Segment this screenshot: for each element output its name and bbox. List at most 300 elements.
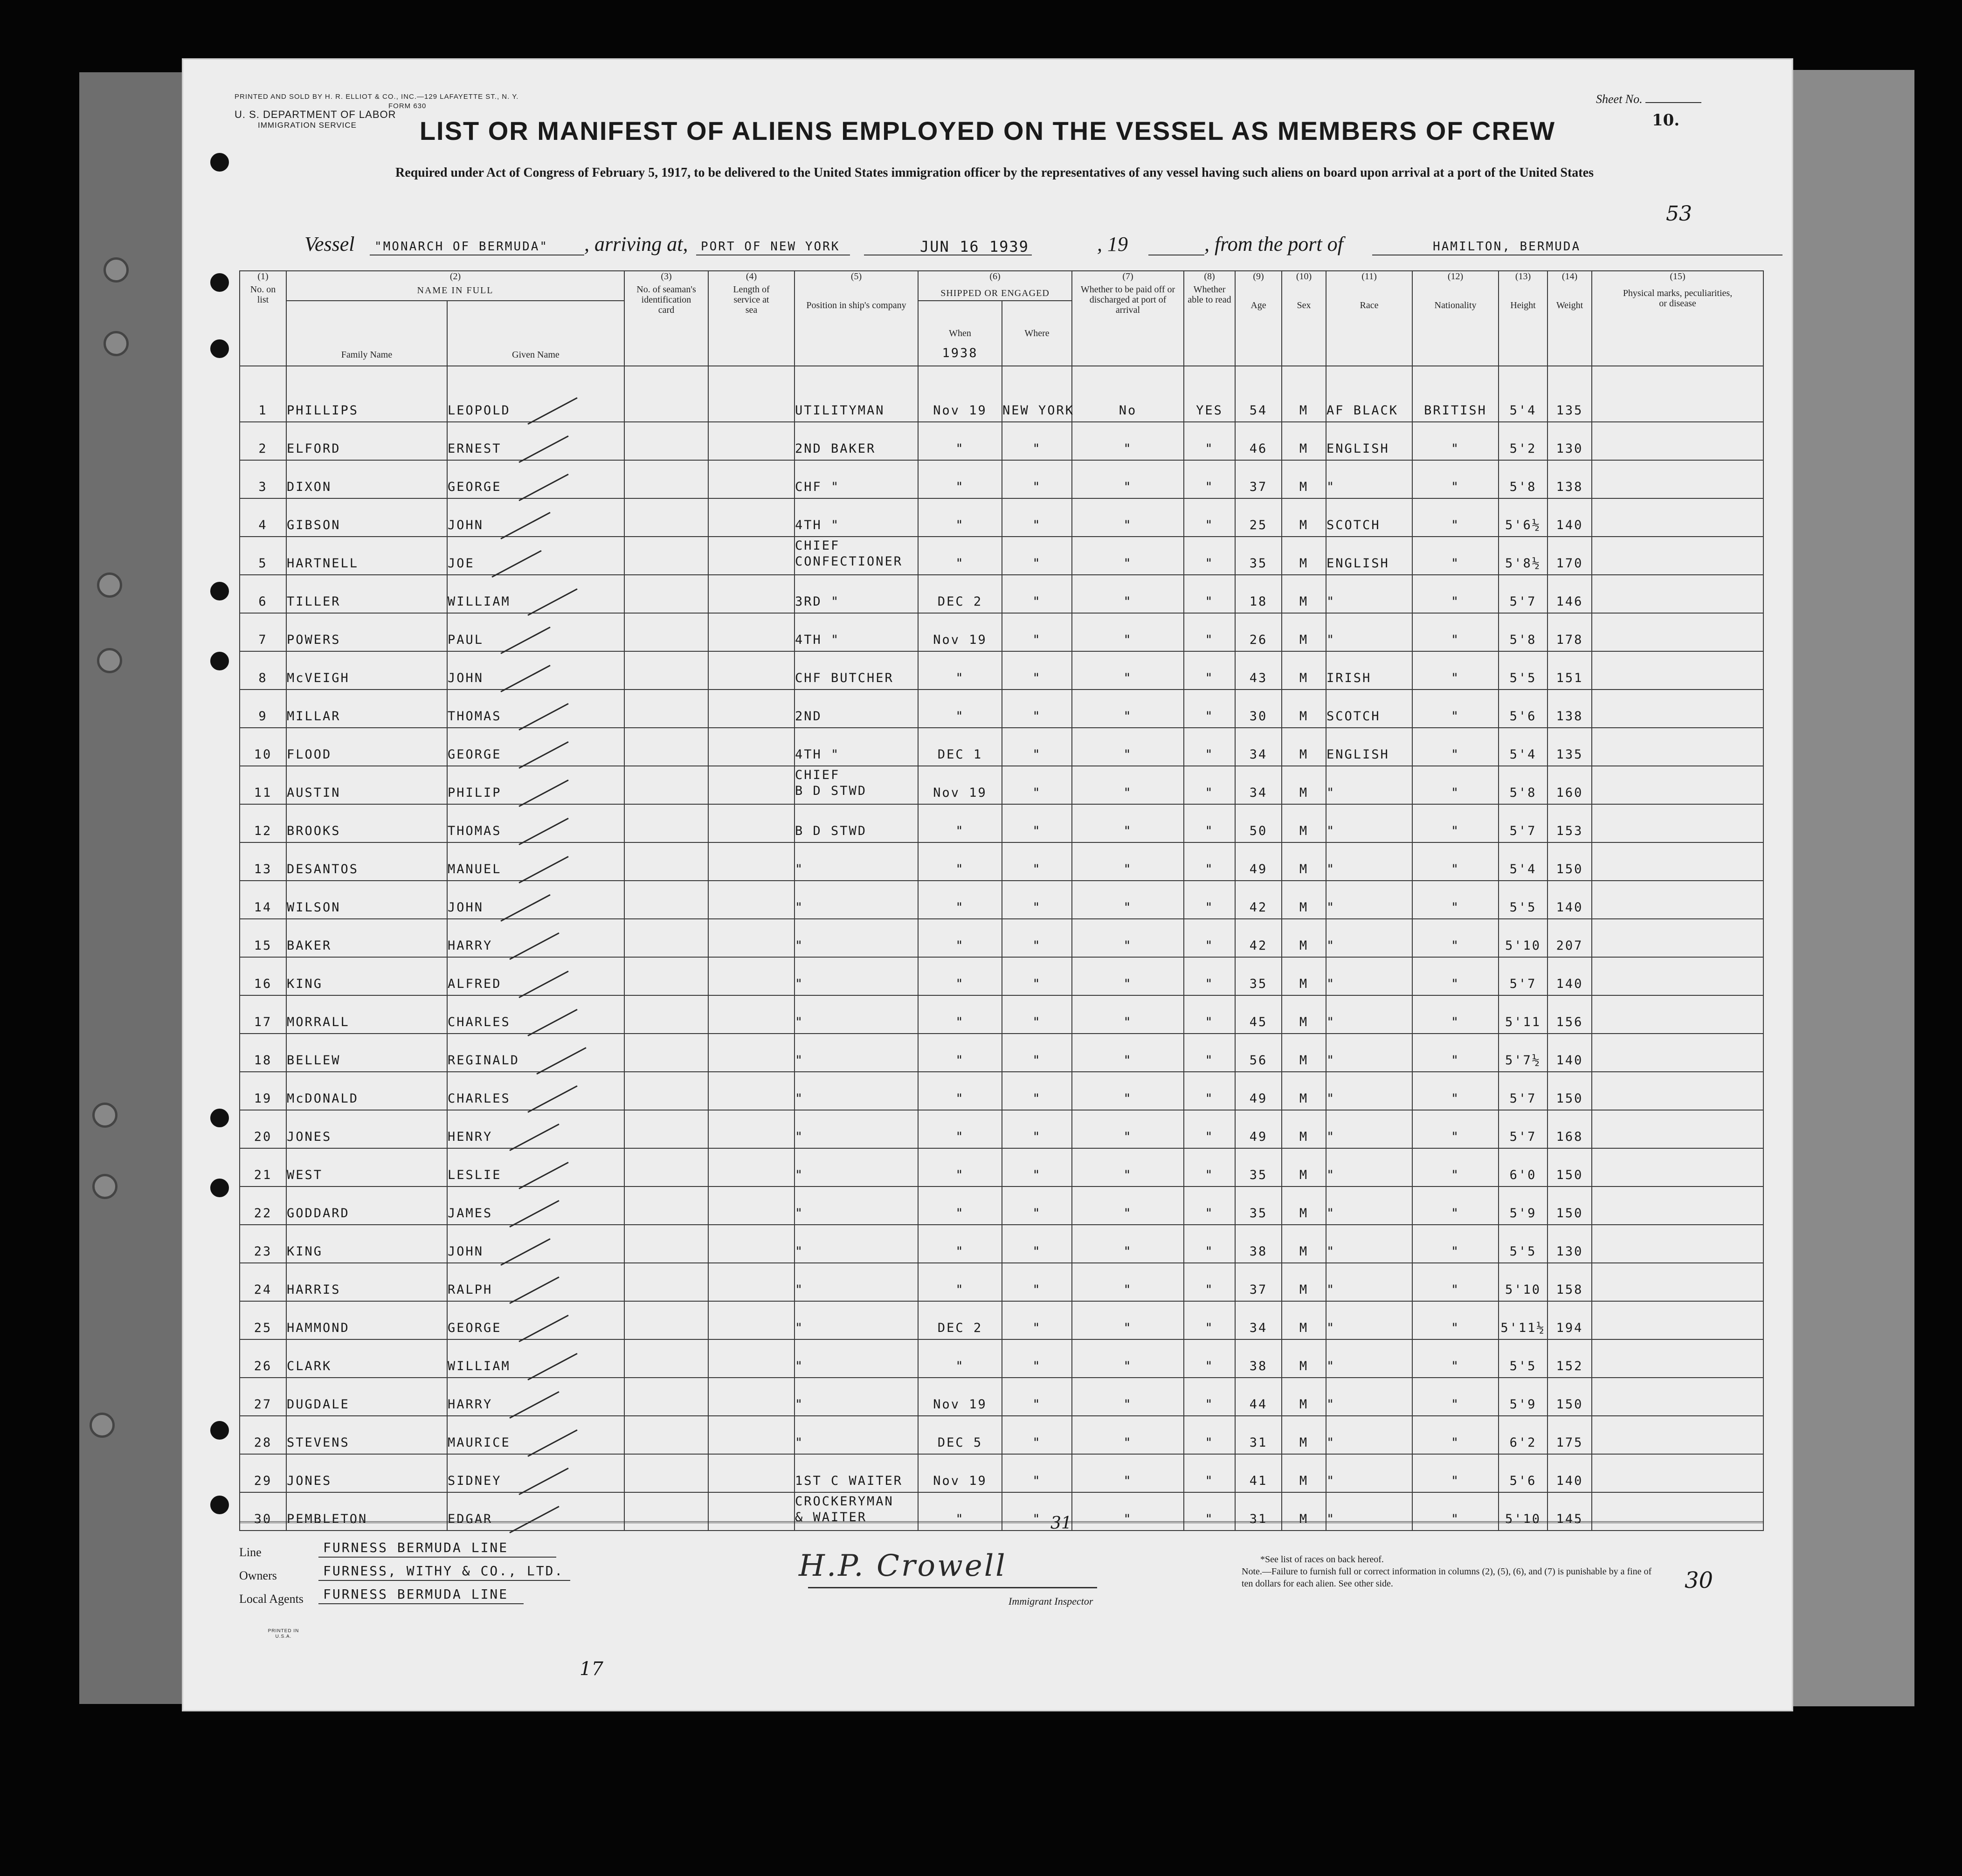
age: 49: [1235, 1072, 1282, 1110]
weight: 138: [1547, 460, 1592, 498]
binder-hole: [97, 648, 122, 673]
age: 45: [1235, 995, 1282, 1034]
page-subtitle: Required under Act of Congress of February 5, 1917, to be delivered to the United States immigration officer by the representatives of any vessel having such aliens on board upon arrival at a port of the United States: [395, 166, 1594, 180]
row-number: 15: [240, 919, 286, 957]
vessel-line: [304, 232, 1782, 255]
nationality: ": [1412, 422, 1499, 460]
nationality: ": [1412, 766, 1499, 804]
paid-off: ": [1072, 1225, 1184, 1263]
position: ": [794, 1378, 918, 1416]
shipped-where: ": [1002, 1225, 1072, 1263]
given-name: ERNEST: [447, 422, 624, 460]
id-card-cell: [624, 422, 708, 460]
shipped-where: ": [1002, 919, 1072, 957]
physical-marks: [1592, 1148, 1763, 1186]
weight: 150: [1547, 1148, 1592, 1186]
col-weight-header: (14) Weight: [1547, 271, 1592, 366]
service-cell: [708, 957, 794, 995]
family-name: BAKER: [286, 919, 447, 957]
shipped-where: ": [1002, 613, 1072, 651]
table-row: [240, 1339, 1763, 1378]
col-family-name-header: Family Name: [286, 301, 447, 366]
id-card-cell: [624, 1034, 708, 1072]
family-name: HARRIS: [286, 1263, 447, 1301]
shipped-when: ": [918, 1492, 1002, 1531]
physical-marks: [1592, 1301, 1763, 1339]
physical-marks: [1592, 1110, 1763, 1148]
position: 3RD ": [794, 575, 918, 613]
shipped-where: ": [1002, 422, 1072, 460]
age: 38: [1235, 1339, 1282, 1378]
given-name: JOHN: [447, 881, 624, 919]
shipped-when: Nov 19: [918, 1454, 1002, 1492]
age: 49: [1235, 842, 1282, 881]
paid-off: ": [1072, 728, 1184, 766]
race: ": [1326, 1148, 1412, 1186]
physical-marks: [1592, 1034, 1763, 1072]
col-where-header: Where: [1002, 301, 1072, 366]
given-name: WILLIAM: [447, 575, 624, 613]
family-name: HARTNELL: [286, 537, 447, 575]
physical-marks: [1592, 460, 1763, 498]
position: ": [794, 1339, 918, 1378]
table-row: [240, 842, 1763, 881]
shipped-year: 1938: [942, 346, 978, 360]
table-row: [240, 919, 1763, 957]
sheet-number: Sheet No. 10.: [1596, 92, 1701, 106]
height: 5'7: [1499, 1072, 1547, 1110]
position: ": [794, 1110, 918, 1148]
physical-marks: [1592, 881, 1763, 919]
shipped-where: ": [1002, 728, 1072, 766]
crew-manifest-table: [239, 270, 1764, 1531]
physical-marks: [1592, 995, 1763, 1034]
given-name: CHARLES: [447, 1072, 624, 1110]
position: B D STWD: [794, 804, 918, 842]
row-number: 21: [240, 1148, 286, 1186]
race: ENGLISH: [1326, 728, 1412, 766]
age: 44: [1235, 1378, 1282, 1416]
col-name-header: (2) NAME IN FULL: [286, 271, 624, 301]
able-to-read: ": [1184, 1492, 1235, 1531]
table-row: [240, 881, 1763, 919]
paid-off: ": [1072, 1454, 1184, 1492]
physical-marks: [1592, 1186, 1763, 1225]
id-card-cell: [624, 919, 708, 957]
table-row: [240, 728, 1763, 766]
shipped-when: ": [918, 1072, 1002, 1110]
age: 35: [1235, 1186, 1282, 1225]
check-mark-icon: [536, 1047, 586, 1075]
able-to-read: ": [1184, 728, 1235, 766]
weight: 140: [1547, 881, 1592, 919]
race: ": [1326, 1301, 1412, 1339]
family-name: McVEIGH: [286, 651, 447, 690]
family-name: McDONALD: [286, 1072, 447, 1110]
binder-hole: [210, 1179, 229, 1197]
family-name: MORRALL: [286, 995, 447, 1034]
shipped-where: ": [1002, 1148, 1072, 1186]
table-row: [240, 1416, 1763, 1454]
height: 5'10: [1499, 1492, 1547, 1531]
id-card-cell: [624, 498, 708, 537]
given-name: MANUEL: [447, 842, 624, 881]
service-cell: [708, 1301, 794, 1339]
row-number: 7: [240, 613, 286, 651]
able-to-read: ": [1184, 957, 1235, 995]
paid-off: ": [1072, 460, 1184, 498]
handwritten-number: 31: [1050, 1514, 1072, 1533]
given-name: HARRY: [447, 919, 624, 957]
check-mark-icon: [518, 474, 568, 501]
age: 18: [1235, 575, 1282, 613]
weight: 135: [1547, 366, 1592, 422]
weight: 168: [1547, 1110, 1592, 1148]
nationality: ": [1412, 995, 1499, 1034]
nationality: ": [1412, 651, 1499, 690]
race: ": [1326, 1416, 1412, 1454]
binder-hole: [210, 1496, 229, 1514]
weight: 138: [1547, 690, 1592, 728]
sex: M: [1282, 366, 1326, 422]
height: 5'10: [1499, 1263, 1547, 1301]
table-row: [240, 957, 1763, 995]
race: AF BLACK: [1326, 366, 1412, 422]
height: 5'8: [1499, 766, 1547, 804]
age: 30: [1235, 690, 1282, 728]
position: ": [794, 1416, 918, 1454]
table-row: [240, 1186, 1763, 1225]
age: 42: [1235, 881, 1282, 919]
age: 46: [1235, 422, 1282, 460]
shipped-when: ": [918, 957, 1002, 995]
physical-marks: [1592, 1072, 1763, 1110]
position: ": [794, 957, 918, 995]
weight: 153: [1547, 804, 1592, 842]
shipped-when: ": [918, 1225, 1002, 1263]
shipped-where: ": [1002, 575, 1072, 613]
given-name: THOMAS: [447, 690, 624, 728]
shipped-where: NEW YORK: [1002, 366, 1072, 422]
table-row: [240, 1110, 1763, 1148]
family-name: PEMBLETON: [286, 1492, 447, 1531]
table-header: [240, 271, 1763, 366]
position: ": [794, 1225, 918, 1263]
service-cell: [708, 575, 794, 613]
check-mark-icon: [527, 1085, 577, 1113]
paid-off: ": [1072, 1492, 1184, 1531]
position: 1ST C WAITER: [794, 1454, 918, 1492]
shipped-when: Nov 19: [918, 1378, 1002, 1416]
weight: 130: [1547, 1225, 1592, 1263]
height: 6'0: [1499, 1148, 1547, 1186]
shipped-when: ": [918, 1339, 1002, 1378]
row-number: 4: [240, 498, 286, 537]
able-to-read: ": [1184, 1034, 1235, 1072]
id-card-cell: [624, 1225, 708, 1263]
inspector-label: Immigrant Inspector: [1009, 1595, 1093, 1607]
family-name: GODDARD: [286, 1186, 447, 1225]
weight: 175: [1547, 1416, 1592, 1454]
paid-off: ": [1072, 422, 1184, 460]
col-position-header: (5) Position in ship's company: [794, 271, 918, 366]
id-card-cell: [624, 651, 708, 690]
paid-off: ": [1072, 842, 1184, 881]
row-number: 28: [240, 1416, 286, 1454]
sex: M: [1282, 422, 1326, 460]
binder-hole: [104, 257, 129, 283]
race: ": [1326, 460, 1412, 498]
nationality: BRITISH: [1412, 366, 1499, 422]
given-name: CHARLES: [447, 995, 624, 1034]
sex: M: [1282, 881, 1326, 919]
race: ENGLISH: [1326, 422, 1412, 460]
race: ENGLISH: [1326, 537, 1412, 575]
check-mark-icon: [527, 1009, 577, 1036]
position: 2ND: [794, 690, 918, 728]
position: 4TH ": [794, 613, 918, 651]
height: 5'11: [1499, 995, 1547, 1034]
able-to-read: ": [1184, 1263, 1235, 1301]
service-cell: [708, 766, 794, 804]
id-card-cell: [624, 460, 708, 498]
id-card-cell: [624, 1416, 708, 1454]
check-mark-icon: [518, 971, 568, 998]
table-row: [240, 1225, 1763, 1263]
given-name: RALPH: [447, 1263, 624, 1301]
row-number: 3: [240, 460, 286, 498]
age: 35: [1235, 537, 1282, 575]
given-name: JAMES: [447, 1186, 624, 1225]
height: 6'2: [1499, 1416, 1547, 1454]
given-name: SIDNEY: [447, 1454, 624, 1492]
nationality: ": [1412, 690, 1499, 728]
age: 26: [1235, 613, 1282, 651]
row-number: 13: [240, 842, 286, 881]
family-name: JONES: [286, 1454, 447, 1492]
shipped-where: ": [1002, 1110, 1072, 1148]
weight: 130: [1547, 422, 1592, 460]
weight: 207: [1547, 919, 1592, 957]
shipped-where: ": [1002, 995, 1072, 1034]
check-mark-icon: [518, 1315, 568, 1342]
printed-mark: PRINTED IN U.S.A.: [268, 1628, 299, 1639]
shipped-when: ": [918, 651, 1002, 690]
height: 5'8: [1499, 613, 1547, 651]
check-mark-icon: [527, 397, 577, 425]
row-number: 2: [240, 422, 286, 460]
height: 5'5: [1499, 881, 1547, 919]
col-marks-header: (15) Physical marks, peculiarities, or disease: [1592, 271, 1763, 366]
service-cell: [708, 1339, 794, 1378]
given-name: THOMAS: [447, 804, 624, 842]
id-card-cell: [624, 1186, 708, 1225]
paid-off: ": [1072, 1263, 1184, 1301]
id-card-cell: [624, 575, 708, 613]
col-no-header: (1) No. on list: [240, 271, 286, 366]
race: ": [1326, 1186, 1412, 1225]
service-cell: [708, 919, 794, 957]
col-race-header: (11) Race: [1326, 271, 1412, 366]
col-height-header: (13) Height: [1499, 271, 1547, 366]
binder-hole: [104, 331, 129, 356]
check-mark-icon: [510, 1200, 560, 1228]
check-mark-icon: [527, 1429, 577, 1457]
id-card-cell: [624, 690, 708, 728]
check-mark-icon: [527, 588, 577, 616]
sex: M: [1282, 460, 1326, 498]
weight: 150: [1547, 842, 1592, 881]
check-mark-icon: [510, 1124, 560, 1151]
owners-value: FURNESS, WITHY & CO., LTD.: [323, 1563, 564, 1579]
physical-marks: [1592, 804, 1763, 842]
weight: 140: [1547, 957, 1592, 995]
position: ": [794, 1301, 918, 1339]
height: 5'7: [1499, 1110, 1547, 1148]
given-name: PHILIP: [447, 766, 624, 804]
check-mark-icon: [518, 435, 568, 463]
weight: 135: [1547, 728, 1592, 766]
service-cell: [708, 690, 794, 728]
nationality: ": [1412, 1378, 1499, 1416]
position: CHIEF CONFECTIONER: [794, 537, 918, 575]
shipped-when: ": [918, 1034, 1002, 1072]
shipped-when: ": [918, 460, 1002, 498]
shipped-when: ": [918, 1110, 1002, 1148]
shipped-where: ": [1002, 804, 1072, 842]
age: 34: [1235, 1301, 1282, 1339]
nationality: ": [1412, 1301, 1499, 1339]
col-nationality-header: (12) Nationality: [1412, 271, 1499, 366]
race: ": [1326, 1225, 1412, 1263]
service-cell: [708, 1148, 794, 1186]
weight: 150: [1547, 1378, 1592, 1416]
shipped-when: Nov 19: [918, 766, 1002, 804]
row-number: 10: [240, 728, 286, 766]
shipped-where: ": [1002, 1492, 1072, 1531]
family-name: KING: [286, 1225, 447, 1263]
department-label: U. S. DEPARTMENT OF LABOR IMMIGRATION SERVICE: [235, 109, 396, 130]
line-value: FURNESS BERMUDA LINE: [323, 1540, 509, 1555]
sex: M: [1282, 1263, 1326, 1301]
paid-off: ": [1072, 766, 1184, 804]
race: ": [1326, 995, 1412, 1034]
line-label: Line: [239, 1545, 262, 1559]
table-row: [240, 460, 1763, 498]
service-cell: [708, 613, 794, 651]
sex: M: [1282, 995, 1326, 1034]
position: CHF BUTCHER: [794, 651, 918, 690]
service-cell: [708, 1378, 794, 1416]
age: 25: [1235, 498, 1282, 537]
family-name: CLARK: [286, 1339, 447, 1378]
table-row: [240, 422, 1763, 460]
table-row: [240, 575, 1763, 613]
check-mark-icon: [510, 1391, 560, 1419]
able-to-read: ": [1184, 881, 1235, 919]
paid-off: ": [1072, 995, 1184, 1034]
able-to-read: ": [1184, 804, 1235, 842]
physical-marks: [1592, 366, 1763, 422]
table-row: [240, 1148, 1763, 1186]
height: 5'4: [1499, 366, 1547, 422]
race: ": [1326, 1454, 1412, 1492]
nationality: ": [1412, 613, 1499, 651]
physical-marks: [1592, 651, 1763, 690]
weight: 150: [1547, 1186, 1592, 1225]
sex: M: [1282, 498, 1326, 537]
row-number: 17: [240, 995, 286, 1034]
able-to-read: ": [1184, 1301, 1235, 1339]
service-cell: [708, 366, 794, 422]
service-cell: [708, 460, 794, 498]
position: ": [794, 1148, 918, 1186]
family-name: ELFORD: [286, 422, 447, 460]
id-card-cell: [624, 995, 708, 1034]
physical-marks: [1592, 575, 1763, 613]
age: 37: [1235, 460, 1282, 498]
row-number: 23: [240, 1225, 286, 1263]
binder-hole: [210, 273, 229, 292]
shipped-when: 1938 Nov 19: [918, 366, 1002, 422]
race: ": [1326, 1110, 1412, 1148]
physical-marks: [1592, 613, 1763, 651]
check-mark-icon: [518, 856, 568, 883]
binder-hole: [210, 1109, 229, 1127]
physical-marks: [1592, 1378, 1763, 1416]
given-name: ALFRED: [447, 957, 624, 995]
given-name: HARRY: [447, 1378, 624, 1416]
given-name: LESLIE: [447, 1148, 624, 1186]
given-name: JOE: [447, 537, 624, 575]
handwritten-number: 17: [580, 1658, 603, 1680]
table-row: [240, 537, 1763, 575]
sex: M: [1282, 1072, 1326, 1110]
physical-marks: [1592, 537, 1763, 575]
age: 50: [1235, 804, 1282, 842]
arrival-port: PORT OF NEW YORK: [701, 240, 840, 254]
family-name: DUGDALE: [286, 1378, 447, 1416]
age: 35: [1235, 957, 1282, 995]
family-name: GIBSON: [286, 498, 447, 537]
race: ": [1326, 919, 1412, 957]
able-to-read: ": [1184, 1186, 1235, 1225]
shipped-where: ": [1002, 651, 1072, 690]
paid-off: ": [1072, 1110, 1184, 1148]
nationality: ": [1412, 1492, 1499, 1531]
race: ": [1326, 881, 1412, 919]
race: ": [1326, 1378, 1412, 1416]
sex: M: [1282, 919, 1326, 957]
row-number: 9: [240, 690, 286, 728]
nationality: ": [1412, 842, 1499, 881]
table-row: [240, 995, 1763, 1034]
physical-marks: [1592, 1263, 1763, 1301]
given-name: WILLIAM: [447, 1339, 624, 1378]
height: 5'2: [1499, 422, 1547, 460]
col-when-header: When: [918, 301, 1002, 366]
paid-off: No: [1072, 366, 1184, 422]
physical-marks: [1592, 919, 1763, 957]
height: 5'5: [1499, 651, 1547, 690]
age: 31: [1235, 1416, 1282, 1454]
nationality: ": [1412, 575, 1499, 613]
weight: 156: [1547, 995, 1592, 1034]
binder-hole: [90, 1413, 115, 1438]
position: ": [794, 1186, 918, 1225]
shipped-where: ": [1002, 842, 1072, 881]
row-number: 19: [240, 1072, 286, 1110]
